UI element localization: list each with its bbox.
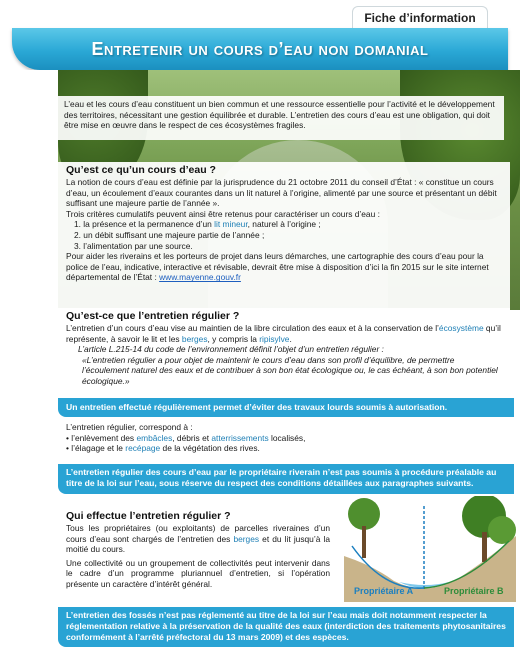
maintenance-list — [58, 422, 510, 454]
page-title: Entretenir un cours d’eau non domanial — [91, 39, 429, 59]
list-item: 2. un débit suffisant une majeure partie de l’année ; — [74, 229, 265, 240]
article-quote: «L’entretien régulier a pour objet de maintenir le cours d’eau dans son profil d’équilibre, de permettre l’écoulement naturel des eaux et de contribuer à son bon état écologique ou, le cas échéant, à son bon potentiel écologique.» — [82, 354, 498, 386]
section-regular-maintenance — [58, 308, 510, 398]
left-margin — [0, 70, 58, 651]
list-item: 3. l’alimentation par une source. — [74, 240, 193, 251]
intro-text: L’eau et les cours d’eau constituent un bien commun et une ressource essentielle pour l’activité et le développement des territoires, nécessitant une gestion équilibrée et durable. L’entretien des cours d’eau est une obligation, qui doit être mise en œuvre dans le respect de ces écosystèmes fragiles. — [64, 99, 495, 131]
owner-b-label: Propriétaire B — [444, 586, 504, 596]
fiche-tab: Fiche d’information — [352, 6, 488, 30]
info-band: L’entretien des fossés n’est pas réglementé au titre de la loi sur l’eau mais doit notamment respecter la réglementation relative à la préservation de la qualité des eaux (interdiction des traitements phytosanitaires conformément à l’arrêté préfectoral du 13 mars 2009) et des espèces. — [58, 607, 514, 647]
info-band: L’entretien régulier des cours d’eau par le propriétaire riverain n’est pas soumis à procédure préalable au titre de la loi sur l’eau, sous réserve du respect des conditions détaillées aux paragraphes suivants. — [58, 464, 514, 494]
section-heading: Qu’est ce qu’un cours d’eau ? — [66, 164, 216, 176]
intro-paragraph — [58, 96, 504, 140]
collectivity-text: Une collectivité ou un groupement de collectivités peut intervenir dans le cadre d’un programme pluriannuel d’entretien, si l’opération présente un caractère d’intérêt général. — [66, 557, 330, 589]
map-text: Pour aider les riverains et les porteurs de projet dans leurs démarches, une cartographie des cours d’eau pour la police de l’eau, indicative, interactive et révisable, devrait être mise à disposition d’ici la fin 2015 sur le site internet départemental de l’État : www.mayenne.gouv.fr — [66, 251, 489, 283]
title-banner — [12, 28, 508, 70]
tree-trunk-icon — [362, 526, 366, 558]
list-intro: L’entretien régulier, correspond à : — [66, 422, 193, 432]
tree-trunk-icon — [482, 532, 487, 562]
website-link[interactable]: www.mayenne.gouv.fr — [159, 272, 241, 283]
section-heading: Qui effectue l’entretien régulier ? — [66, 510, 231, 522]
list-item: • l’élagage et le recépage de la végétation des rives. — [66, 443, 260, 454]
owners-text: Tous les propriétaires (ou exploitants) de parcelles riveraines d’un cours d’eau sont chargés de l’entretien des berges et du lit jusqu’à la moitié du cours. — [66, 523, 330, 555]
bush-icon — [488, 516, 516, 544]
criteria-intro: Trois critères cumulatifs peuvent ainsi être retenus pour caractériser un cours d’eau : — [66, 208, 380, 219]
list-item: 1. la présence et la permanence d’un lit mineur, naturel à l’origine ; — [74, 219, 321, 230]
section-heading: Qu’est-ce que l’entretien régulier ? — [66, 310, 240, 322]
info-band: Un entretien effectué régulièrement permet d’éviter des travaux lourds soumis à autorisation. — [58, 398, 514, 417]
section-who — [58, 510, 338, 590]
criteria-list — [74, 219, 502, 251]
section-what-is — [58, 162, 510, 308]
list-item: • l’enlèvement des embâcles, débris et atterrissements localisés, — [66, 432, 306, 443]
article-reference: L’article L.215-14 du code de l’environnement définit l’objet d’un entretien régulier : — [78, 344, 384, 355]
tree-icon — [348, 498, 380, 530]
maintenance-text: L’entretien d’un cours d’eau vise au maintien de la libre circulation des eaux et à la conservation de l’écosystème qu’il représente, à savoir le lit et les berges, y compris la ripisylve. — [66, 323, 501, 344]
definition-text: La notion de cours d’eau est définie par la jurisprudence du 21 octobre 2011 du conseil d’État : « constitue un cours d’eau, un écoulement d’eaux courantes dans un lit naturel à l’origine, alimenté par une source et présentant un débit suffisant une majeure partie de l’année ». — [66, 177, 497, 209]
owner-a-label: Propriétaire A — [354, 586, 414, 596]
